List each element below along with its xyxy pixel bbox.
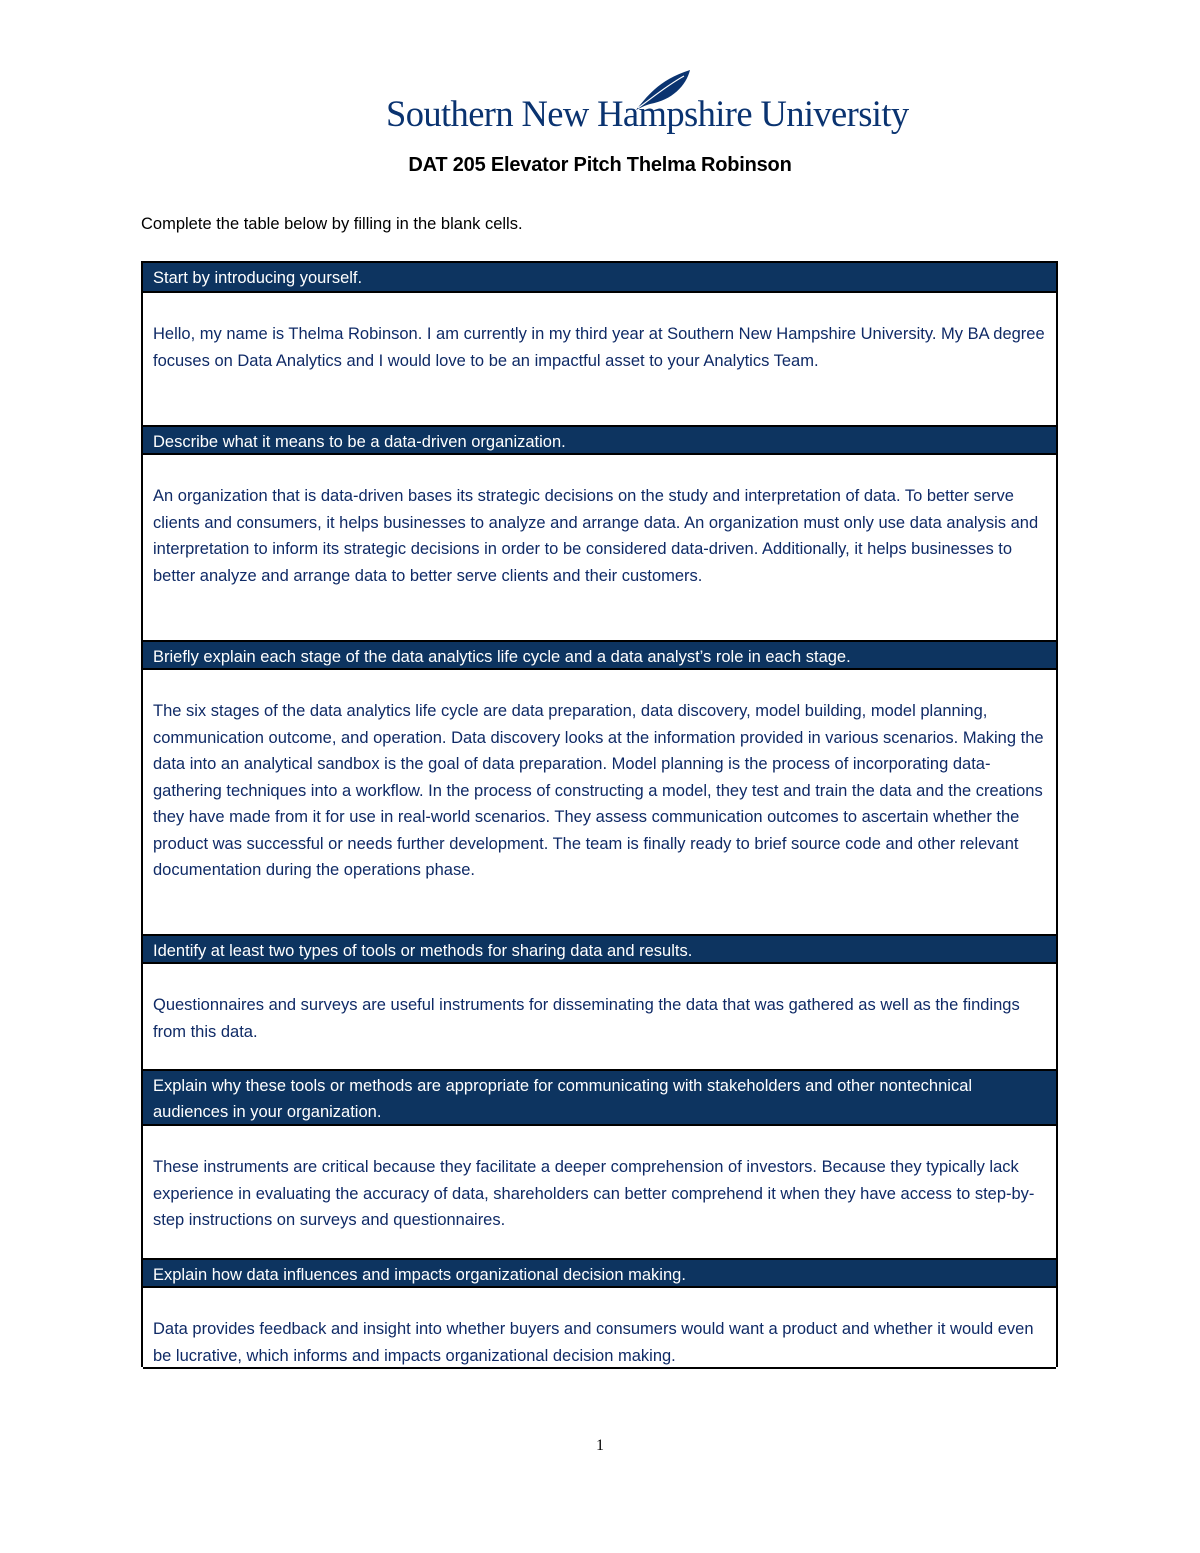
row-1-question: Start by introducing yourself.	[143, 263, 1056, 293]
row-2-answer: An organization that is data-driven bases its strategic decisions on the study and interpretation of data. To better serve clients and consumers, it helps businesses to analyze and arrange data. An organization must only use data analysis and interpretation to inform its strategic decisions in order to be considered data-driven. Additionally, it helps businesses to better analyze and arrange data to better serve clients and their customers.	[143, 455, 1056, 642]
row-4-question: Identify at least two types of tools or methods for sharing data and results.	[143, 936, 1056, 964]
logo-wordmark: Southern New Hampshire University	[386, 93, 909, 134]
instruction-text: Complete the table below by filling in the blank cells.	[141, 215, 523, 233]
pitch-table	[141, 261, 1058, 1367]
row-3-question: Briefly explain each stage of the data analytics life cycle and a data analyst’s role in each stage.	[143, 642, 1056, 670]
university-logo	[386, 70, 909, 136]
row-1-answer: Hello, my name is Thelma Robinson. I am currently in my third year at Southern New Hampshire University. My BA degree focuses on Data Analytics and I would love to be an impactful asset to your Analytics Team.	[143, 293, 1056, 427]
row-5-question: Explain why these tools or methods are appropriate for communicating with stakeholders and other nontechnical audiences in your organization.	[143, 1071, 1056, 1126]
row-4-answer: Questionnaires and surveys are useful instruments for disseminating the data that was gathered as well as the findings from this data.	[143, 964, 1056, 1071]
row-2-question: Describe what it means to be a data-driven organization.	[143, 427, 1056, 455]
row-3-answer: The six stages of the data analytics life cycle are data preparation, data discovery, model building, model planning, communication outcome, and operation. Data discovery looks at the information provided in various scenarios. Making the data into an analytical sandbox is the goal of data preparation. Model planning is the process of incorporating data-gathering techniques into a workflow. In the process of constructing a model, they test and train the data and the creations they have made from it for use in real-world scenarios. They assess communication outcomes to ascertain whether the product was successful or needs further development. The team is finally ready to brief source code and other relevant documentation during the operations phase.	[143, 670, 1056, 936]
row-5-answer: These instruments are critical because they facilitate a deeper comprehension of investors. Because they typically lack experience in evaluating the accuracy of data, shareholders can better comprehend it when they have access to step-by-step instructions on surveys and questionnaires.	[143, 1126, 1056, 1260]
row-6-question: Explain how data influences and impacts organizational decision making.	[143, 1260, 1056, 1288]
page-number: 1	[596, 1437, 604, 1454]
document-title: DAT 205 Elevator Pitch Thelma Robinson	[408, 154, 792, 176]
row-6-answer: Data provides feedback and insight into whether buyers and consumers would want a product and whether it would even be lucrative, which informs and impacts organizational decision making.	[143, 1288, 1056, 1369]
